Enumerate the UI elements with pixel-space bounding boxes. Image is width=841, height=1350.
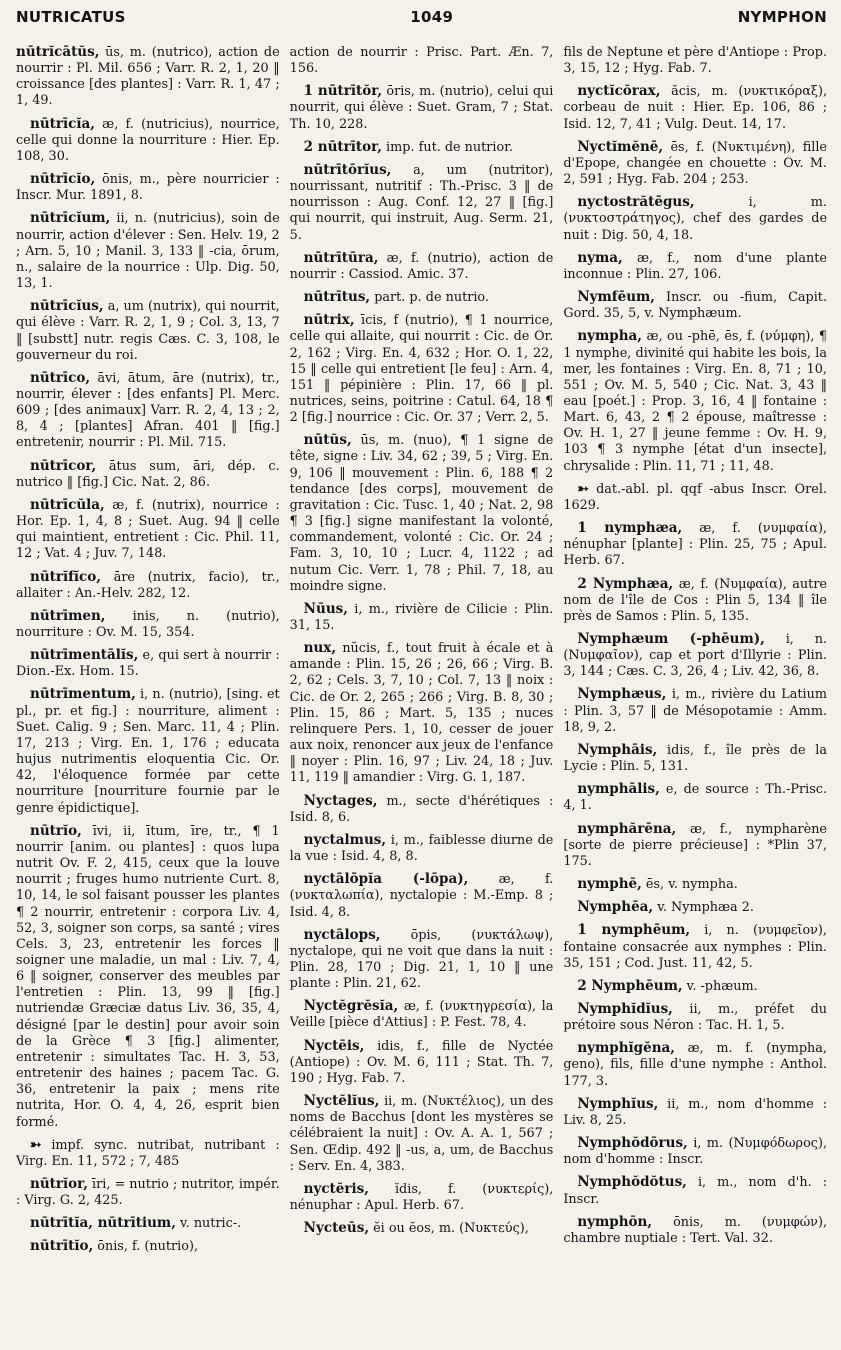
header-left-guide-word: NUTRICATUS [16, 8, 126, 26]
entry-definition: īcis, f (nutrio), ¶ 1 nourrice, celle qui allaite, qui nourrit : Cic. de Or. 2, 162 ; Virg. En. 4, 632 ; Hor. O. 1, 22, 15 ‖ celle qui entretient [le feu] : Arn. 4, 151 ‖ pépinière : Plin. 17, 66 ‖ pl. nutrices, seins, poitrine : Catul. 64, 18 ¶ 2 [fig.] nourrice : Cic. Or. 37 ; Verr. 2, 5. [289, 313, 554, 426]
entry-headword: nyctostrătēgus, [577, 194, 695, 211]
entry-headword: Nymphæum (-phēum), [577, 631, 765, 647]
entry-definition: ii, m. (Νυκτέλιος), un des noms de Bacchus [dont les mystères se célébraient la nuit] : Ov. A. A. 1, 567 ; Sen. Œdip. 492 ‖ -us, a, um, de Bacchus : Serv. En. 4, 383. [289, 1094, 554, 1174]
entry-definition: ii, m., préfet du prétoire sous Néron : Tac. H. 1, 5. [563, 1001, 828, 1034]
dictionary-entry [290, 139, 554, 156]
entry-headword: nūtrīcĭus, [30, 298, 104, 315]
entry-headword: nūtrĭcātŭs, [16, 44, 100, 60]
dictionary-entry [563, 899, 827, 916]
entry-definition: a, um (nutrix), qui nourrit, qui élève : Varr. R. 2, 1, 9 ; Col. 3, 13, 7 ‖ [substt] nutr. regis Cæs. C. 3, 108, le gouverneur du roi. [16, 299, 280, 363]
dictionary-entry [290, 289, 554, 306]
entry-headword: nymphărēna, [577, 820, 677, 837]
entry-headword: nūtrītōrĭus, [303, 161, 392, 178]
dictionary-entry [16, 608, 280, 641]
entry-headword: nyctālops, [303, 926, 381, 943]
entry-headword: 2 Nymphæa, [577, 575, 674, 592]
entry-headword: nyctalmus, [303, 831, 387, 848]
entry-definition: æ, m. f. (nympha, geno), fils, fille d'une nymphe : Anthol. 177, 3. [563, 1041, 828, 1089]
entry-headword: nūtrīmen, [30, 607, 106, 624]
dictionary-entry [290, 1038, 554, 1087]
entry-headword: nūtrītĭa, nūtrītium, [30, 1215, 176, 1232]
entry-definition: m., secte d'hérétiques : Isid. 8, 6. [289, 793, 554, 825]
entry-definition: ōnis, m., père nourricier : Inscr. Mur. 1891, 8. [16, 172, 280, 204]
entry-definition: i, m., nom d'h. : Inscr. [563, 1175, 828, 1207]
entry-headword: nūtrĭor, [30, 1176, 88, 1192]
entry-definition: i, n. (nutrio), [sing. et pl., pr. et fig.] : nourriture, aliment : Suet. Calig. 9 ; Sen. Marc. 11, 4 ; Plin. 17, 213 ; Virg. En. 1, 176 ; educata hujus nutrimentis eloquentia Cic. Or. 42, l'éloquence formée par cette nourriture [nourriture fournie par le genre épidictique]. [16, 687, 280, 816]
entry-headword: nymphālis, [577, 781, 660, 798]
entry-headword: nūtrītūra, [303, 249, 379, 266]
entry-definition: ōpis, (νυκτάλωψ), nyctalope, qui ne voit que dans la nuit : Plin. 28, 170 ; Dig. 21, 1, 10 ‖ une plante : Plin. 21, 62. [289, 927, 554, 992]
dictionary-entry [16, 1215, 280, 1232]
entry-headword: ➳ [577, 480, 589, 497]
entry-definition: ēs, v. nympha. [645, 877, 738, 893]
dictionary-entry [290, 640, 554, 786]
entry-definition: æ, f. (νυκταλωπία), nyctalopie : M.-Emp. 8 ; Isid. 4, 8. [289, 872, 554, 920]
entry-headword: Nyctĕlĭus, [303, 1093, 380, 1110]
entry-definition: v. -phæum. [686, 978, 758, 994]
entry-definition: v. nutric-. [179, 1216, 242, 1232]
dictionary-entry [563, 978, 827, 995]
dictionary-entry [16, 647, 280, 680]
entry-definition: īvi, ii, ītum, īre, tr., ¶ 1 nourrir [anim. ou plantes] : quos lupa nutrit Ov. F. 2, 415, ceux que la louve nourrit ; fruges humo nutriente Curt. 8, 10, 14, le sol faisant pousser les plantes ¶ 2 nourrir, entretenir : corpora Liv. 4, 52, 3, soigner son corps, sa santé ; vires Cels. 3, 23, entretenir les forces ‖ soigner une maladie, un mal : Liv. 7, 4, 6 ‖ soigner, conserver des meubles par l'entretien : Plin. 13, 99 ‖ [fig.] nutriendæ Græciæ datus Liv. 36, 35, 4, désigné [par le destin] pour avoir soin de la Grèce ¶ 3 [fig.] alimenter, entretenir : simultates Tac. H. 3, 53, entretenir des haines ; pacem Tac. G. 36, entretenir la paix ; mens rite nutrita, Hor. O. 4, 4, 26, esprit bien formé. [16, 823, 280, 1130]
entry-definition: i, m. (νυκτοστράτηγος), chef des gardes de nuit : Dig. 50, 4, 18. [563, 195, 828, 243]
entry-headword: nūtrītĭo, [30, 1238, 94, 1255]
entry-definition: æ, f. (nutricius), nourrice, celle qui donne la nourriture : Hier. Ep. 108, 30. [16, 116, 280, 164]
entry-headword: nūtrīcĭum, [30, 210, 111, 227]
entry-definition: æ, f. (Νυμφαία), autre nom de l'île de Cos : Plin 5, 134 ‖ île près de Samos : Plin. 5, 135. [563, 576, 828, 624]
page-number: 1049 [410, 8, 454, 26]
entry-definition: inis, n. (nutrio), nourriture : Ov. M. 15, 354. [16, 608, 280, 640]
dictionary-entry [16, 497, 280, 563]
dictionary-entry [563, 686, 827, 735]
dictionary-entry [563, 1040, 827, 1089]
dictionary-entry [563, 1174, 827, 1207]
entry-headword: nūtrīcor, [30, 457, 97, 474]
dictionary-entry [563, 1001, 827, 1034]
entry-definition: æ, f., nympharène [sorte de pierre précieuse] : *Plin 37, 175. [563, 821, 828, 869]
dictionary-entry [290, 432, 554, 595]
dictionary-entry [290, 871, 554, 920]
entry-headword: nyctĕris, [303, 1180, 369, 1197]
dictionary-entry [16, 686, 280, 816]
column-2 [290, 44, 554, 1344]
dictionary-entry [290, 250, 554, 283]
entry-definition: āre (nutrix, facio), tr., allaiter : An.-Helv. 282, 12. [16, 569, 280, 601]
entry-headword: Nymfēum, [577, 289, 656, 306]
dictionary-entry [16, 116, 280, 165]
entry-headword: nyctĭcŏrax, [577, 83, 661, 100]
columns [16, 44, 827, 1344]
dictionary-entry [16, 458, 280, 491]
dictionary-entry [563, 250, 827, 283]
entry-headword: Nymphēa, [577, 899, 654, 916]
dictionary-entry [290, 312, 554, 426]
entry-definition: impf. sync. nutribat, nutribant : Virg. En. 11, 572 ; 7, 485 [16, 1137, 280, 1169]
entry-headword: Nymphæus, [577, 686, 667, 703]
entry-headword: nūtŭs, [303, 432, 352, 449]
entry-definition: ōnis, m. (νυμφών), chambre nuptiale : Tert. Val. 32. [563, 1214, 828, 1246]
entry-headword: nux, [303, 640, 337, 657]
entry-definition: e, de source : Th.-Prisc. 4, 1. [563, 782, 828, 814]
dictionary-entry [290, 1181, 554, 1214]
dictionary-entry [290, 793, 554, 826]
entry-headword: Nyctĭmĕnē, [577, 138, 664, 155]
entry-definition: āvi, ātum, āre (nutrix), tr., nourrir, élever : [des enfants] Pl. Merc. 609 ; [des animaux] Varr. R. 2, 4, 13 ; 2, 8, 4 ; [plantes] Afran. 401 ‖ [fig.] entretenir, nourrir : Pl. Mil. 715. [16, 370, 280, 451]
dictionary-entry [290, 1093, 554, 1175]
entry-headword: Nymphĭdĭus, [577, 1000, 673, 1017]
entry-headword: 2 Nymphēum, [577, 977, 683, 994]
dictionary-entry [563, 922, 827, 971]
entry-definition: æ, ou -phē, ēs, f. (νύμφη), ¶ 1 nymphe, divinité qui habite les bois, la mer, les fontaines : Virg. En. 8, 71 ; 10, 551 ; Ov. M. 5, 540 ; Cic. Nat. 3, 43 ‖ eau [poét.] : Prop. 3, 16, 4 ‖ fontaine : Mart. 6, 43, 2 ¶ 2 épouse, maîtresse : Ov. H. 1, 27 ‖ jeune femme : Ov. H. 9, 103 ¶ 3 nymphe [état d'un insecte], chrysalide : Plin. 11, 71 ; 11, 48. [563, 329, 828, 474]
entry-definition: ātus sum, āri, dép. c. nutrico ‖ [fig.] Cic. Nat. 2, 86. [16, 458, 280, 490]
dictionary-entry [563, 631, 827, 680]
entry-headword: nūtrīcŭla, [30, 496, 105, 513]
entry-headword: 1 nymphēum, [577, 922, 691, 939]
dictionary-entry [563, 328, 827, 474]
entry-definition: æ, f. (nutrix), nourrice : Hor. Ep. 1, 4, 8 ; Suet. Aug. 94 ‖ celle qui maintient, entretient : Cic. Phil. 11, 12 ; Vat. 4 ; Juv. 7, 148. [16, 497, 280, 562]
entry-headword: Nyctĕgrĕsĭa, [303, 998, 399, 1015]
entry-headword: nūtrītus, [303, 289, 371, 306]
entry-definition: ĭdis, f. (νυκτερίς), nénuphar : Apul. Herb. 67. [289, 1181, 554, 1213]
entry-definition: ăcis, m. (νυκτικόραξ), corbeau de nuit : Hier. Ep. 106, 86 ; Isid. 12, 7, 41 ; Vulg. Deut. 14, 17. [563, 84, 828, 132]
entry-headword: nūtrix, [303, 312, 355, 329]
dictionary-entry [16, 210, 280, 292]
entry-headword: Nūus, [303, 600, 348, 617]
entry-headword: Nymphŏdōrus, [577, 1135, 688, 1152]
dictionary-entry [290, 927, 554, 993]
entry-headword: nymphōn, [577, 1213, 653, 1230]
entry-definition: æ, f. (νυκτηγρεσία), la Veille [pièce d'Attius] : P. Fest. 78, 4. [289, 999, 554, 1031]
entry-headword: nūtrĭo, [30, 822, 82, 839]
entry-definition: ōris, m. (nutrio), celui qui nourrit, qui élève : Suet. Gram, 7 ; Stat. Th. 10, 228. [289, 84, 554, 132]
entry-headword: 1 nūtrītŏr, [303, 83, 383, 100]
dictionary-entry [563, 821, 827, 870]
dictionary-entry [563, 1135, 827, 1168]
dictionary-entry [290, 1220, 554, 1237]
entry-headword: nyctālōpĭa (-lōpa), [303, 871, 469, 888]
entry-definition: v. Nymphæa 2. [657, 900, 754, 916]
entry-headword: Nymphĭus, [577, 1095, 659, 1112]
entry-headword: Nycteūs, [303, 1220, 370, 1237]
entry-definition: æ, f. (nutrio), action de nourrir : Cassiod. Amic. 37. [289, 250, 554, 282]
dictionary-entry [16, 823, 280, 1131]
entry-definition: īri, = nutrio ; nutritor, impér. : Virg. G. 2, 425. [16, 1177, 280, 1209]
entry-definition: fils de Neptune et père d'Antiope : Prop. 3, 15, 12 ; Hyg. Fab. 7. [563, 45, 828, 77]
dictionary-entry [290, 44, 554, 77]
running-header [16, 8, 827, 36]
entry-headword: nūtrīco, [30, 369, 91, 386]
entry-headword: ➳ [30, 1136, 42, 1153]
entry-headword: nymphē, [577, 876, 642, 893]
dictionary-entry [290, 832, 554, 865]
entry-definition: i, m., rivière de Cilicie : Plin. 31, 15. [289, 601, 554, 633]
dictionary-entry [563, 1096, 827, 1129]
entry-definition: nŭcis, f., tout fruit à écale et à amande : Plin. 15, 26 ; 26, 66 ; Virg. B. 2, 62 ; Cels. 3, 7, 10 ; Col. 7, 13 ‖ noix : Cic. de Or. 2, 265 ; 266 ; Virg. B. 8, 30 ; Plin. 15, 86 ; Mart. 5, 135 ; nuces relinquere Pers. 1, 10, cesser de jouer aux noix, renoncer aux jeux de l'enfance ‖ noyer : Plin. 16, 97 ; Liv. 24, 18 ; Juv. 11, 119 ‖ amandier : Virg. G. 1, 187. [289, 641, 554, 786]
dictionary-entry [16, 1176, 280, 1209]
entry-definition: i, m. (Νυμφόδωρος), nom d'homme : Inscr. [563, 1136, 828, 1168]
dictionary-entry [563, 520, 827, 569]
entry-headword: 2 nūtrītor, [303, 138, 382, 155]
entry-headword: Nyctages, [303, 792, 378, 809]
dictionary-entry [290, 83, 554, 132]
dictionary-entry [16, 1137, 280, 1170]
dictionary-entry [16, 569, 280, 602]
column-3 [563, 44, 827, 1344]
entry-definition: i, m., faiblesse diurne de la vue : Isid. 4, 8, 8. [289, 832, 554, 865]
dictionary-entry [16, 370, 280, 452]
entry-definition: ēs, f. (Νυκτιμένη), fille d'Epope, changée en chouette : Ov. M. 2, 591 ; Hyg. Fab. 204 ; 253. [563, 139, 828, 188]
entry-headword: nympha, [577, 328, 642, 345]
entry-definition: dat.-abl. pl. qqf -abus Inscr. Orel. 1629. [563, 481, 827, 513]
entry-headword: 1 nymphæa, [577, 520, 683, 537]
entry-definition: action de nourrir : Prisc. Part. Æn. 7, 156. [289, 45, 554, 77]
dictionary-entry [16, 1238, 280, 1255]
entry-definition: i, n. (νυμφεῖον), fontaine consacrée aux nymphes : Plin. 35, 151 ; Cod. Just. 11, 42, 5. [563, 923, 828, 971]
entry-headword: nūtrĭfĭco, [30, 568, 101, 585]
dictionary-entry [563, 194, 827, 243]
entry-headword: Nyctēis, [303, 1037, 365, 1054]
entry-definition: e, qui sert à nourrir : Dion.-Ex. Hom. 15. [16, 648, 280, 680]
entry-headword: nūtrīmentum, [30, 686, 136, 703]
entry-definition: ūs, m. (nutrico), action de nourrir : Pl. Mil. 656 ; Varr. R. 2, 1, 20 ‖ croissance [des plantes] : Varr. R. 1, 47 ; 1, 49. [16, 45, 280, 109]
column-1 [16, 44, 280, 1344]
entry-definition: ōnis, f. (nutrio), [97, 1239, 199, 1255]
dictionary-entry [563, 289, 827, 322]
entry-definition: ĕi ou ĕos, m. (Νυκτεύς), [373, 1221, 529, 1237]
entry-definition: i, n. (Νυμφαῖον), cap et port d'Illyrie : Plin. 3, 144 ; Cæs. C. 3, 26, 4 ; Liv. 42, 36, 8. [563, 632, 828, 680]
dictionary-entry [563, 876, 827, 893]
dictionary-entry [563, 44, 827, 77]
entry-definition: ii, n. (nutricius), soin de nourrir, action d'élever : Sen. Helv. 19, 2 ; Arn. 5, 10 ; Manil. 3, 133 ‖ -cia, ōrum, n., salaire de la nourrice : Ulp. Dig. 50, 13, 1. [16, 211, 280, 292]
dictionary-entry [16, 298, 280, 364]
entry-definition: æ, f. (νυμφαία), nénuphar [plante] : Plin. 25, 75 ; Apul. Herb. 67. [563, 521, 828, 569]
entry-definition: idis, f., fille de Nyctée (Antiope) : Ov. M. 6, 111 ; Stat. Th. 7, 190 ; Hyg. Fab. 7. [289, 1038, 554, 1086]
dictionary-entry [563, 781, 827, 814]
entry-definition: ūs, m. (nuo), ¶ 1 signe de tête, signe : Liv. 34, 62 ; 39, 5 ; Virg. En. 9, 106 ‖ mouvement : Plin. 6, 188 ¶ 2 tendance [des corps], mouvement de gravitation : Cic. Tusc. 1, 40 ; Nat. 2, 98 ¶ 3 [fig.] signe manifestant la volonté, commandement, volonté : Cic. Or. 24 ; Fam. 3, 10, 10 ; Lucr. 4, 1122 ; ad nutum Cic. Verr. 1, 78 ; Phil. 7, 18, au moindre signe. [289, 433, 554, 594]
entry-headword: nūtrīcĭa, [30, 115, 95, 132]
header-right-guide-word: NYMPHON [737, 8, 827, 26]
dictionary-entry [16, 44, 280, 110]
dictionary-entry [563, 83, 827, 132]
entry-definition: Inscr. ou -fium, Capit. Gord. 35, 5, v. Nymphæum. [563, 290, 828, 322]
entry-headword: nūtrīmentālĭs, [30, 647, 139, 664]
entry-headword: nūtrīcĭo, [30, 171, 96, 188]
entry-definition: i, m., rivière du Latium : Plin. 3, 57 ‖ de Mésopotamie : Amm. 18, 9, 2. [563, 687, 828, 735]
entry-definition: part. p. de nutrio. [374, 290, 489, 306]
entry-definition: idis, f., île près de la Lycie : Plin. 5, 131. [563, 742, 828, 775]
dictionary-entry [290, 601, 554, 634]
entry-definition: æ, f., nom d'une plante inconnue : Plin. 27, 106. [563, 250, 827, 282]
entry-headword: Nymphŏdŏtus, [577, 1174, 687, 1191]
dictionary-entry [563, 742, 827, 775]
entry-definition: a, um (nutritor), nourrissant, nutritif : Th.-Prisc. 3 ‖ de nourrisson : Aug. Conf. 12, 27 ‖ [fig.] qui nourrit, qui instruit, Aug. Serm. 21, 5. [289, 162, 554, 243]
dictionary-entry [563, 139, 827, 188]
dictionary-entry [290, 998, 554, 1031]
dictionary-entry [563, 481, 827, 514]
entry-definition: imp. fut. de nutrior. [386, 139, 513, 155]
dictionary-entry [16, 171, 280, 204]
entry-headword: nymphĭgĕna, [577, 1040, 675, 1057]
dictionary-entry [563, 576, 827, 625]
dictionary-entry [290, 162, 554, 244]
entry-headword: nyma, [577, 249, 623, 266]
dictionary-entry [563, 1214, 827, 1247]
entry-definition: ii, m., nom d'homme : Liv. 8, 25. [563, 1096, 828, 1128]
entry-headword: Nymphāis, [577, 741, 658, 758]
